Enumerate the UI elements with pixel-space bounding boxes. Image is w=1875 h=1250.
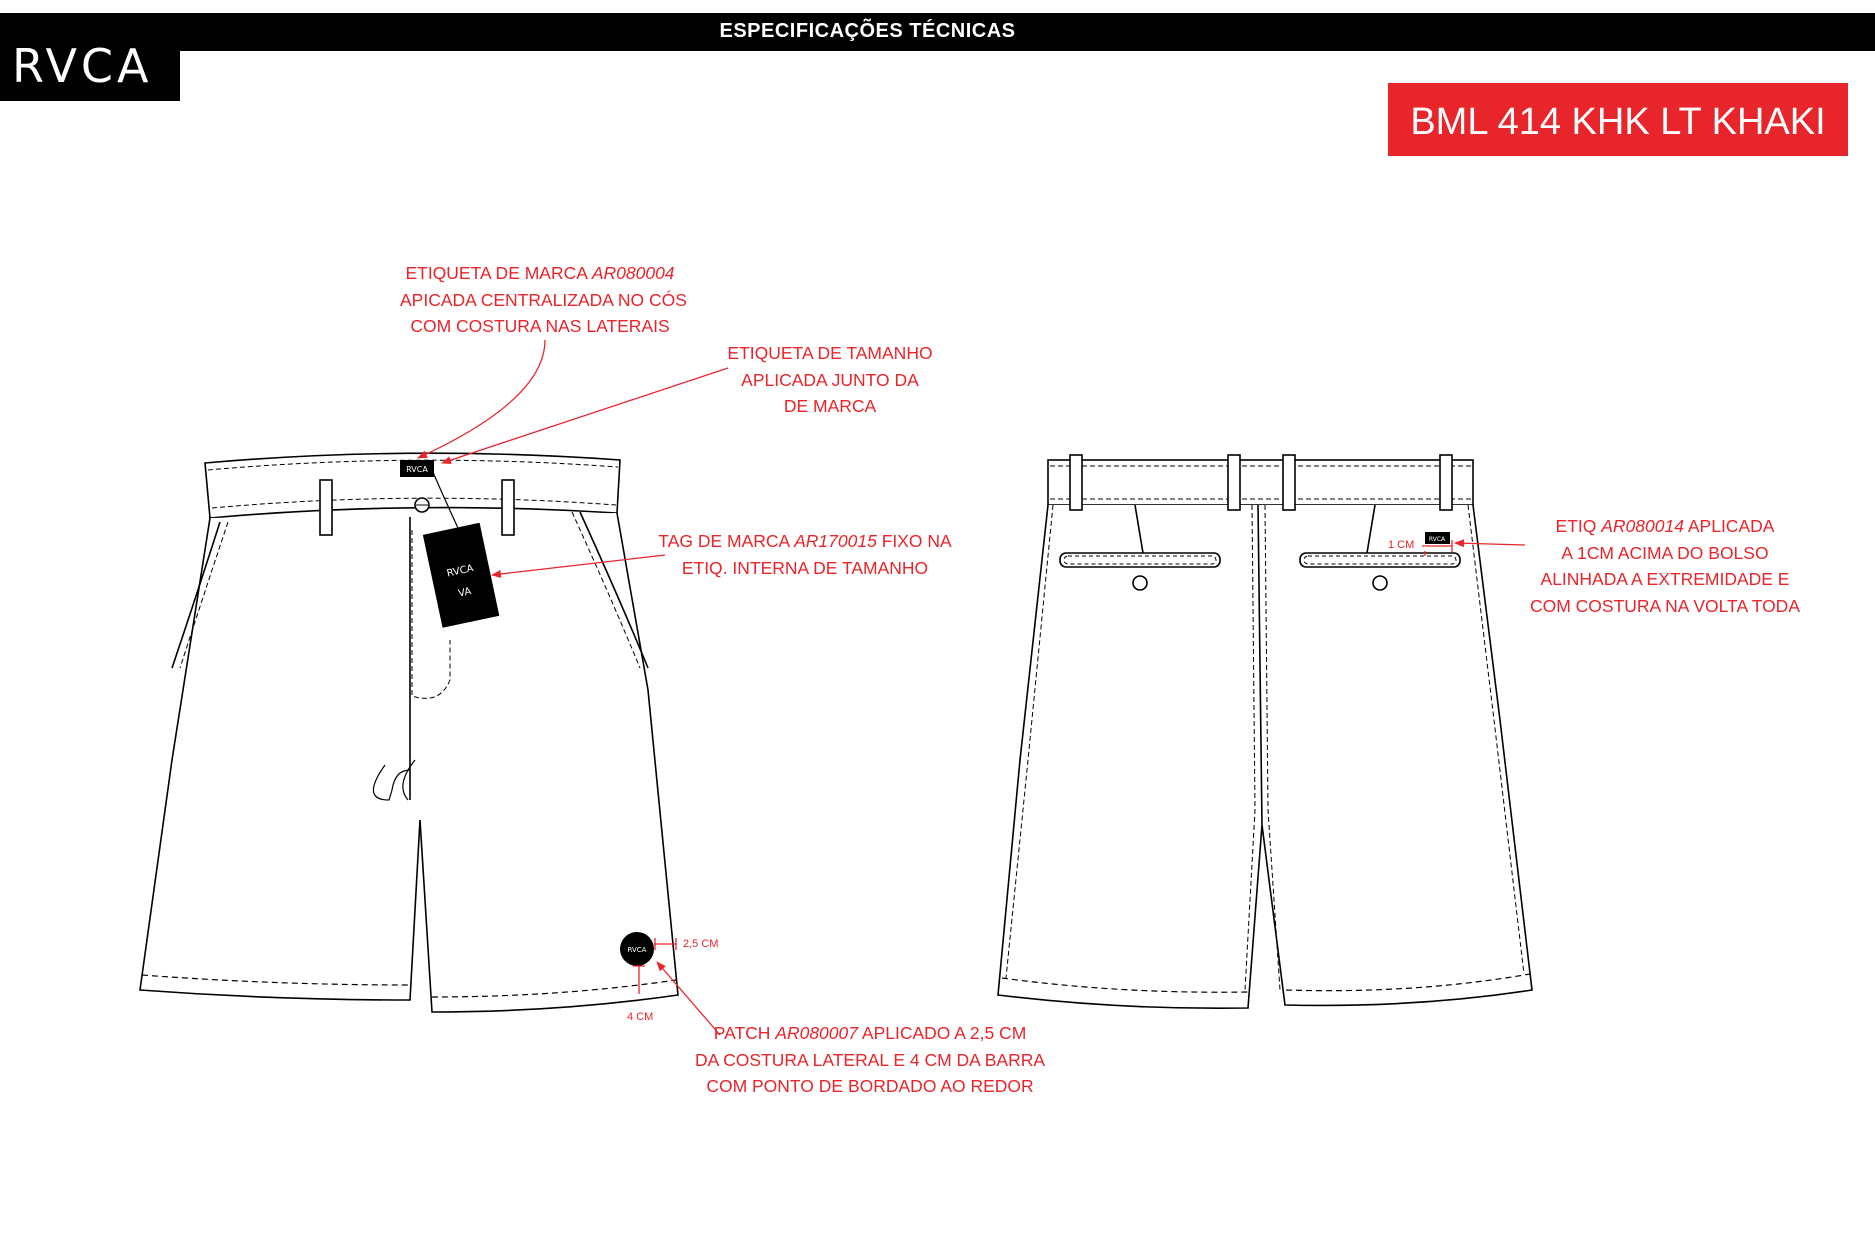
belt-loop: [502, 480, 514, 535]
product-code: BML 414 KHK LT KHAKI: [1410, 101, 1826, 143]
belt-loop: [1283, 455, 1295, 510]
back-body-outline: [998, 505, 1532, 1008]
note-size-label: ETIQUETA DE TAMANHO APLICADA JUNTO DA DE MARCA: [727, 343, 933, 416]
belt-loop: [1228, 455, 1240, 510]
dimension-side-gap: 2,5 CM: [683, 938, 719, 950]
dimension-hem-gap: 4 CM: [627, 1011, 654, 1023]
belt-loop: [1440, 455, 1452, 510]
rvca-patch: [620, 932, 654, 966]
shorts-back-view: [998, 455, 1532, 1008]
dimension-pocket-gap: 1 CM: [1388, 539, 1415, 551]
brand-logo-text: RVCA: [12, 39, 153, 93]
note-back-label: ETIQ AR080014 APLICADA A 1CM ACIMA DO BOLSO ALINHADA A EXTREMIDADE E COM COSTURA NA VOLTA TODA: [1529, 516, 1800, 616]
front-body-outline: [140, 513, 678, 1012]
shorts-front-view: [140, 453, 678, 1012]
back-right-pocket: [1300, 553, 1460, 567]
svg-text:RVCA: RVCA: [445, 563, 475, 580]
back-pocket-button: [1133, 576, 1147, 590]
page-title: ESPECIFICAÇÕES TÉCNICAS: [719, 20, 1016, 42]
front-brand-label: [400, 460, 434, 477]
svg-text:VA: VA: [457, 586, 473, 600]
svg-text:RVCA: RVCA: [627, 946, 647, 954]
belt-loop: [1070, 455, 1082, 510]
belt-loop: [320, 480, 332, 535]
back-pocket-label: [1425, 532, 1450, 544]
note-brand-label: ETIQUETA DE MARCA AR080004 APICADA CENTRALIZADA NO CÓS COM COSTURA NAS LATERAIS: [400, 263, 687, 336]
note-hang-tag: TAG DE MARCA AR170015 FIXO NA ETIQ. INTERNA DE TAMANHO: [658, 531, 952, 578]
back-waistband: [1048, 460, 1473, 505]
back-left-pocket: [1060, 553, 1220, 567]
svg-text:RVCA: RVCA: [406, 465, 428, 474]
svg-text:RVCA: RVCA: [1428, 536, 1446, 543]
note-patch: PATCH AR080007 APLICADO A 2,5 CM DA COSTURA LATERAL E 4 CM DA BARRA COM PONTO DE BORDADO AO REDOR: [694, 1023, 1046, 1096]
back-pocket-button: [1373, 576, 1387, 590]
